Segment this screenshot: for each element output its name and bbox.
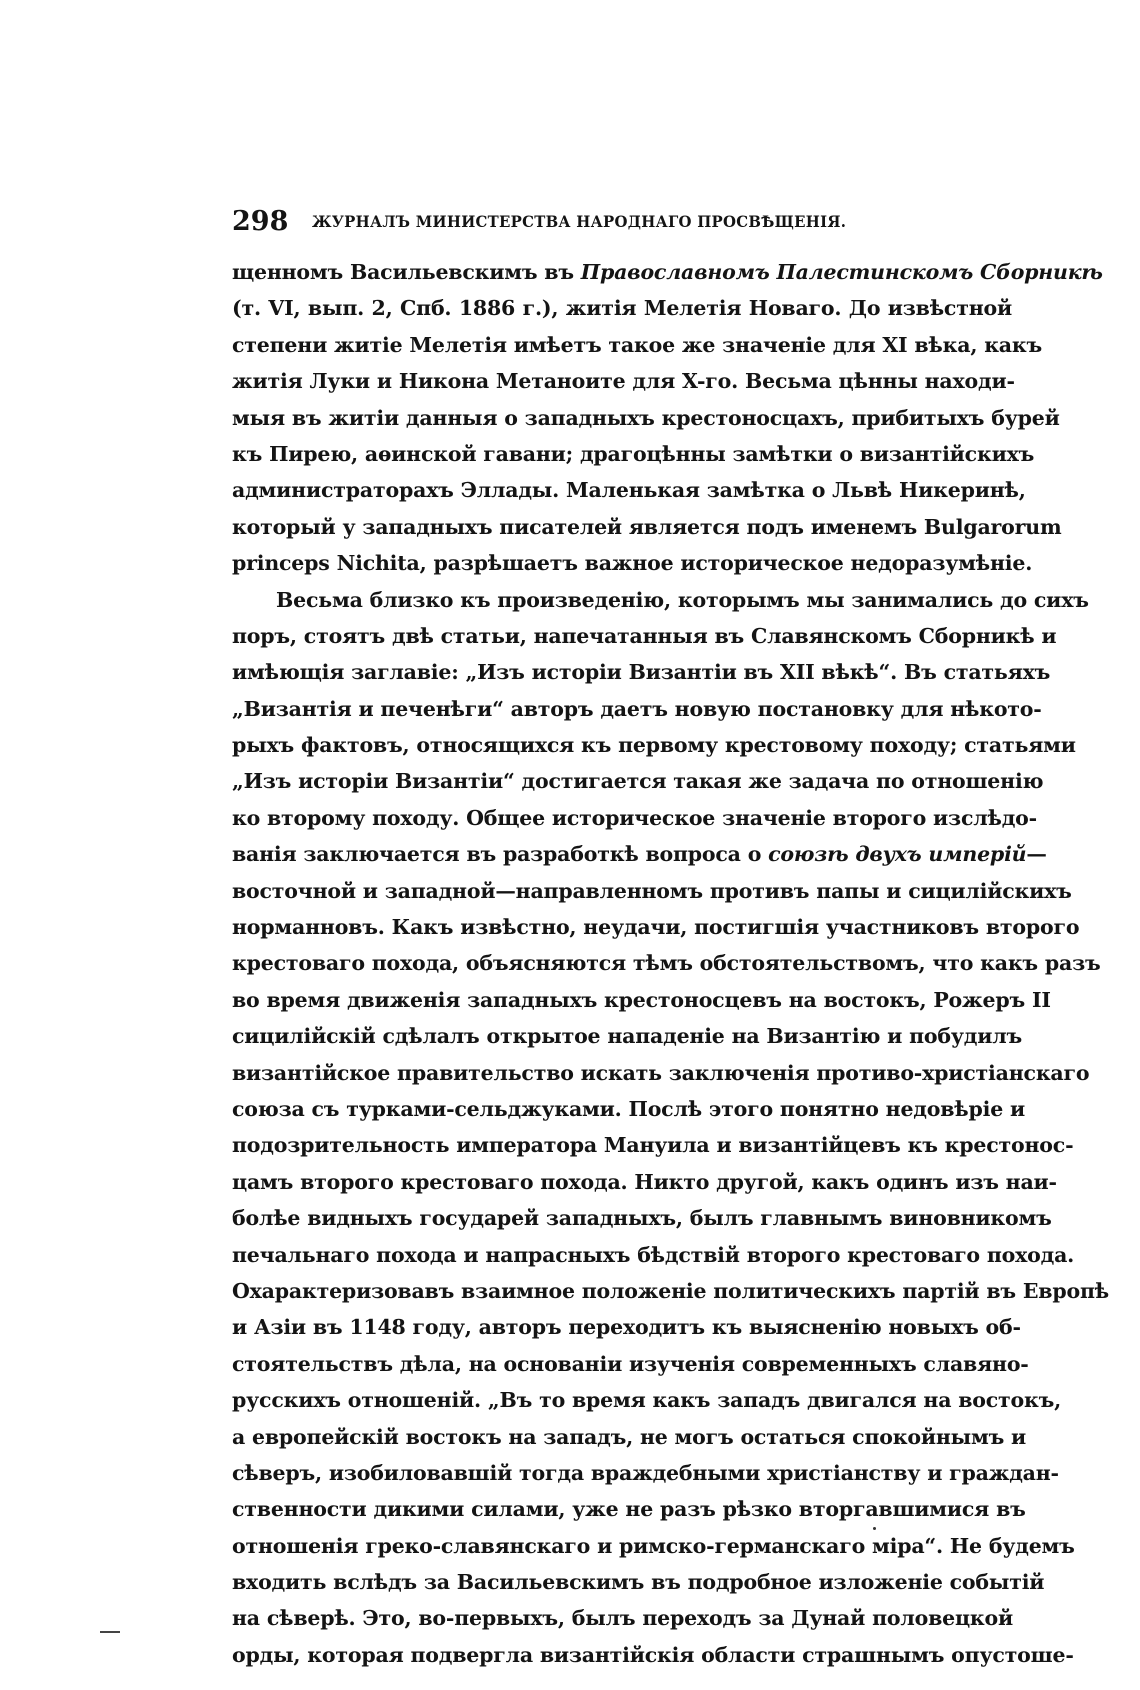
line-text: который у западныхъ писателей является подъ именемъ Bulgarorum bbox=[232, 514, 1062, 539]
text-line bbox=[232, 1018, 1023, 1054]
text-line bbox=[232, 763, 1044, 799]
line-text: русскихъ отношеній. „Въ то время какъ западъ двигался на востокъ, bbox=[232, 1388, 1062, 1413]
text-line bbox=[232, 363, 1015, 399]
text-line bbox=[232, 1055, 1090, 1091]
text-line bbox=[232, 400, 1060, 436]
line-text: входить вслѣдъ за Васильевскимъ въ подробное изложеніе событій bbox=[232, 1570, 1045, 1595]
line-text: рыхъ фактовъ, относящихся къ первому крестовому походу; статьями bbox=[232, 733, 1076, 758]
text-line bbox=[232, 1637, 1074, 1673]
line-text: (т. VI, вып. 2, Спб. 1886 г.), житія Мелетія Новаго. До извѣстной bbox=[232, 296, 1012, 321]
line-text: „Изъ исторіи Византіи“ достигается такая же задача по отношенію bbox=[232, 769, 1044, 794]
line-text: мыя въ житіи данныя о западныхъ крестоносцахъ, прибитыхъ бурей bbox=[232, 405, 1060, 430]
line-text: печальнаго похода и напрасныхъ бѣдствій второго крестоваго похода. bbox=[232, 1242, 1075, 1267]
text-line bbox=[232, 836, 1047, 872]
line-text: „Византія и печенѣги“ авторъ даетъ новую постановку для нѣкото- bbox=[232, 696, 1042, 721]
text-line bbox=[232, 1382, 1062, 1418]
line-text: сѣверъ, изобиловавшій тогда враждебными христіанству и граждан- bbox=[232, 1460, 1059, 1485]
text-line bbox=[232, 1419, 1027, 1455]
text-line bbox=[232, 472, 1026, 508]
text-line bbox=[232, 509, 1062, 545]
line-text: во время движенія западныхъ крестоносцевъ на востокъ, Рожеръ II bbox=[232, 987, 1051, 1012]
page-header bbox=[232, 202, 1012, 242]
italic-title-text: союзѣ двухъ имперій bbox=[768, 842, 1027, 867]
line-text: Охарактеризовавъ взаимное положеніе политическихъ партій въ Европѣ bbox=[232, 1278, 1109, 1303]
line-text: — bbox=[1026, 842, 1047, 867]
line-text: восточной и западной—направленномъ противъ папы и сицилійскихъ bbox=[232, 878, 1072, 903]
line-text: сицилійскій сдѣлалъ открытое нападеніе на Византію и побудилъ bbox=[232, 1024, 1023, 1049]
line-text: отношенія греко-славянскаго и римско-германскаго міра“. Не будемъ bbox=[232, 1533, 1075, 1558]
line-text: Весьма близко къ произведенію, которымъ мы занимались до сихъ bbox=[276, 587, 1089, 612]
text-line bbox=[232, 1346, 1029, 1382]
line-text: стоятельствъ дѣла, на основаніи изученія современныхъ славяно- bbox=[232, 1351, 1029, 1376]
text-line bbox=[232, 945, 1101, 981]
line-text: поръ, стоятъ двѣ статьи, напечатанныя въ Славянскомъ Сборникѣ и bbox=[232, 623, 1057, 648]
text-line bbox=[232, 1564, 1045, 1600]
ink-speck bbox=[873, 1527, 876, 1530]
text-line bbox=[232, 1164, 1057, 1200]
text-line bbox=[232, 1491, 1026, 1527]
text-line bbox=[232, 618, 1057, 654]
text-line bbox=[232, 982, 1051, 1018]
text-line bbox=[232, 254, 1103, 290]
text-line bbox=[232, 1127, 1074, 1163]
text-line bbox=[232, 545, 1033, 581]
text-line bbox=[232, 1528, 1075, 1564]
text-line bbox=[232, 1237, 1075, 1273]
line-text: житія Луки и Никона Метаноите для X-го. Весьма цѣнны находи- bbox=[232, 369, 1015, 394]
text-line bbox=[232, 909, 1080, 945]
text-line bbox=[232, 654, 1051, 690]
text-line bbox=[232, 1309, 1021, 1345]
running-head: ЖУРНАЛЪ МИНИСТЕРСТВА НАРОДНАГО ПРОСВѢЩЕНІЯ. bbox=[312, 212, 847, 231]
line-text: къ Пирею, аѳинской гавани; драгоцѣнны замѣтки о византійскихъ bbox=[232, 441, 1035, 466]
text-line bbox=[232, 1600, 1012, 1636]
text-line bbox=[232, 327, 1043, 363]
margin-dash-mark bbox=[100, 1631, 120, 1633]
text-line bbox=[232, 1455, 1059, 1491]
text-line bbox=[232, 582, 1089, 618]
line-text: и Азіи въ 1148 году, авторъ переходитъ къ выясненію новыхъ об- bbox=[232, 1315, 1021, 1340]
text-line bbox=[232, 1091, 1025, 1127]
text-line bbox=[232, 290, 1012, 326]
line-text: ко второму походу. Общее историческое значеніе второго изслѣдо- bbox=[232, 805, 1037, 830]
text-line bbox=[232, 1200, 1052, 1236]
body-text bbox=[232, 254, 1109, 1673]
line-text: степени житіе Мелетія имѣетъ такое же значеніе для XI вѣка, какъ bbox=[232, 332, 1043, 357]
line-text: орды, которая подвергла византійскія области страшнымъ опустоше- bbox=[232, 1642, 1074, 1667]
line-text: администраторахъ Эллады. Маленькая замѣтка о Львѣ Никеринѣ, bbox=[232, 478, 1026, 503]
line-text: болѣе видныхъ государей западныхъ, былъ главнымъ виновникомъ bbox=[232, 1206, 1052, 1231]
line-text: цамъ второго крестоваго похода. Никто другой, какъ одинъ изъ наи- bbox=[232, 1169, 1057, 1194]
line-text: норманновъ. Какъ извѣстно, неудачи, постигшія участниковъ второго bbox=[232, 915, 1080, 940]
line-text: а европейскій востокъ на западъ, не могъ остаться спокойнымъ и bbox=[232, 1424, 1027, 1449]
page-number: 298 bbox=[232, 206, 289, 237]
line-text: щенномъ Васильевскимъ въ bbox=[232, 260, 581, 284]
text-line bbox=[232, 873, 1072, 909]
italic-title-text: Православномъ Палестинскомъ Сборникѣ bbox=[580, 260, 1103, 284]
text-line bbox=[232, 436, 1035, 472]
line-text: подозрительность императора Мануила и византійцевъ къ крестонос- bbox=[232, 1133, 1074, 1158]
text-line bbox=[232, 800, 1037, 836]
line-text: союза съ турками-сельджуками. Послѣ этого понятно недовѣріе и bbox=[232, 1096, 1025, 1121]
line-text: крестоваго похода, объясняются тѣмъ обстоятельствомъ, что какъ разъ bbox=[232, 951, 1101, 976]
text-line bbox=[232, 1273, 1109, 1309]
text-line bbox=[232, 727, 1076, 763]
line-text: имѣющія заглавіе: „Изъ исторіи Византіи въ XII вѣкѣ“. Въ статьяхъ bbox=[232, 660, 1051, 685]
line-text: ственности дикими силами, уже не разъ рѣзко вторгавшимися въ bbox=[232, 1497, 1026, 1522]
line-text: на сѣверѣ. Это, во-первыхъ, былъ переходъ за Дунай половецкой bbox=[232, 1606, 1013, 1631]
line-text: византійское правительство искать заключенія противо-христіанскаго bbox=[232, 1060, 1090, 1085]
line-text: ванія заключается въ разработкѣ вопроса о bbox=[232, 842, 769, 867]
line-text: princeps Nichita, разрѣшаетъ важное историческое недоразумѣніе. bbox=[232, 551, 1033, 576]
text-line bbox=[232, 691, 1042, 727]
